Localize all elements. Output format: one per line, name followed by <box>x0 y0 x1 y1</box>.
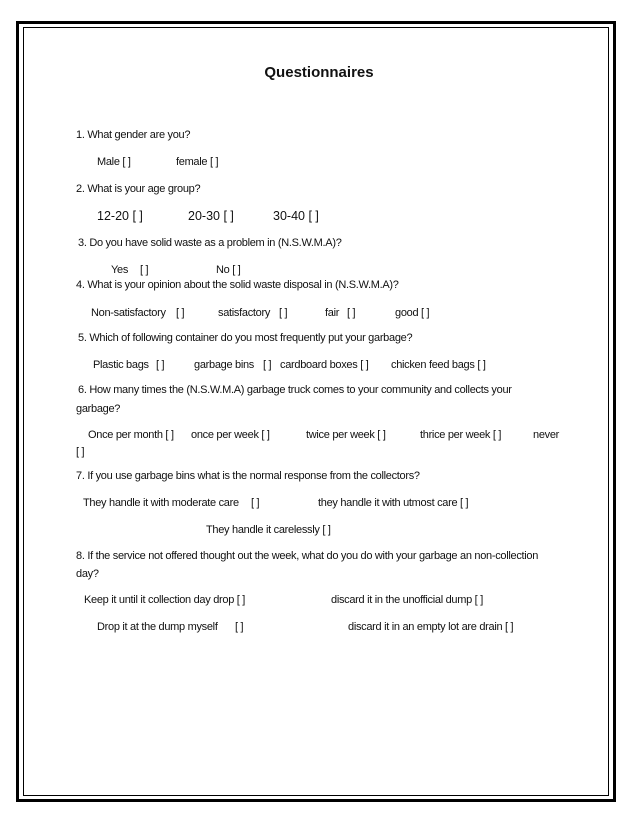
q4-option-good[interactable]: good [ ] <box>395 307 430 319</box>
q3-option-no[interactable]: No [ ] <box>216 264 241 276</box>
question-6-line-1: 6. How many times the (N.S.W.M.A) garbage truck comes to your community and collects your <box>78 384 512 396</box>
q8-drop-at-dump-checkbox[interactable]: [ ] <box>235 621 244 633</box>
question-8-line-2: day? <box>76 568 99 580</box>
q4-non-satisfactory-checkbox[interactable]: [ ] <box>176 307 185 319</box>
q5-option-plastic-bags[interactable]: Plastic bags <box>93 359 149 371</box>
question-2: 2. What is your age group? <box>76 183 201 195</box>
q5-option-garbage-bins[interactable]: garbage bins <box>194 359 255 371</box>
q4-option-satisfactory[interactable]: satisfactory <box>218 307 271 319</box>
q3-yes-checkbox[interactable]: [ ] <box>140 264 149 276</box>
q1-option-male[interactable]: Male [ ] <box>97 156 131 168</box>
q4-fair-checkbox[interactable]: [ ] <box>347 307 356 319</box>
question-3: 3. Do you have solid waste as a problem in (N.S.W.M.A)? <box>78 237 342 249</box>
q6-option-twice-per-week[interactable]: twice per week [ ] <box>306 429 386 441</box>
q2-option-12-20[interactable]: 12-20 [ ] <box>97 209 143 223</box>
q2-option-30-40[interactable]: 30-40 [ ] <box>273 209 319 223</box>
q8-option-unofficial-dump[interactable]: discard it in the unofficial dump [ ] <box>331 594 483 606</box>
q7-option-moderate-care[interactable]: They handle it with moderate care <box>83 497 239 509</box>
page-title: Questionnaires <box>264 64 374 81</box>
q7-moderate-care-checkbox[interactable]: [ ] <box>251 497 260 509</box>
question-1: 1. What gender are you? <box>76 129 191 141</box>
q6-option-once-per-week[interactable]: once per week [ ] <box>191 429 270 441</box>
question-8-line-1: 8. If the service not offered thought out the week, what do you do with your garbage an non-collection <box>76 550 539 562</box>
q5-plastic-bags-checkbox[interactable]: [ ] <box>156 359 165 371</box>
question-4: 4. What is your opinion about the solid waste disposal in (N.S.W.M.A)? <box>76 279 399 291</box>
q6-option-thrice-per-week[interactable]: thrice per week [ ] <box>420 429 502 441</box>
q7-option-utmost-care[interactable]: they handle it with utmost care [ ] <box>318 497 469 509</box>
q4-option-non-satisfactory[interactable]: Non-satisfactory <box>91 307 166 319</box>
q8-option-keep-until-collection[interactable]: Keep it until it collection day drop [ ] <box>84 594 246 606</box>
question-6-line-2: garbage? <box>76 403 121 415</box>
q6-never-checkbox[interactable]: [ ] <box>76 446 85 458</box>
q8-option-drop-at-dump[interactable]: Drop it at the dump myself <box>97 621 218 633</box>
q3-option-yes[interactable]: Yes <box>111 264 129 276</box>
q2-option-20-30[interactable]: 20-30 [ ] <box>188 209 234 223</box>
q4-option-fair[interactable]: fair <box>325 307 340 319</box>
question-5: 5. Which of following container do you most frequently put your garbage? <box>78 332 413 344</box>
q5-option-chicken-feed-bags[interactable]: chicken feed bags [ ] <box>391 359 486 371</box>
q6-option-never[interactable]: never <box>533 429 560 441</box>
question-7: 7. If you use garbage bins what is the normal response from the collectors? <box>76 470 420 482</box>
q5-garbage-bins-checkbox[interactable]: [ ] <box>263 359 272 371</box>
q4-satisfactory-checkbox[interactable]: [ ] <box>279 307 288 319</box>
q6-option-once-per-month[interactable]: Once per month [ ] <box>88 429 174 441</box>
q1-option-female[interactable]: female [ ] <box>176 156 219 168</box>
q5-option-cardboard-boxes[interactable]: cardboard boxes [ ] <box>280 359 369 371</box>
q7-option-carelessly[interactable]: They handle it carelessly [ ] <box>206 524 331 536</box>
q8-option-empty-lot-drain[interactable]: discard it in an empty lot are drain [ ] <box>348 621 514 633</box>
